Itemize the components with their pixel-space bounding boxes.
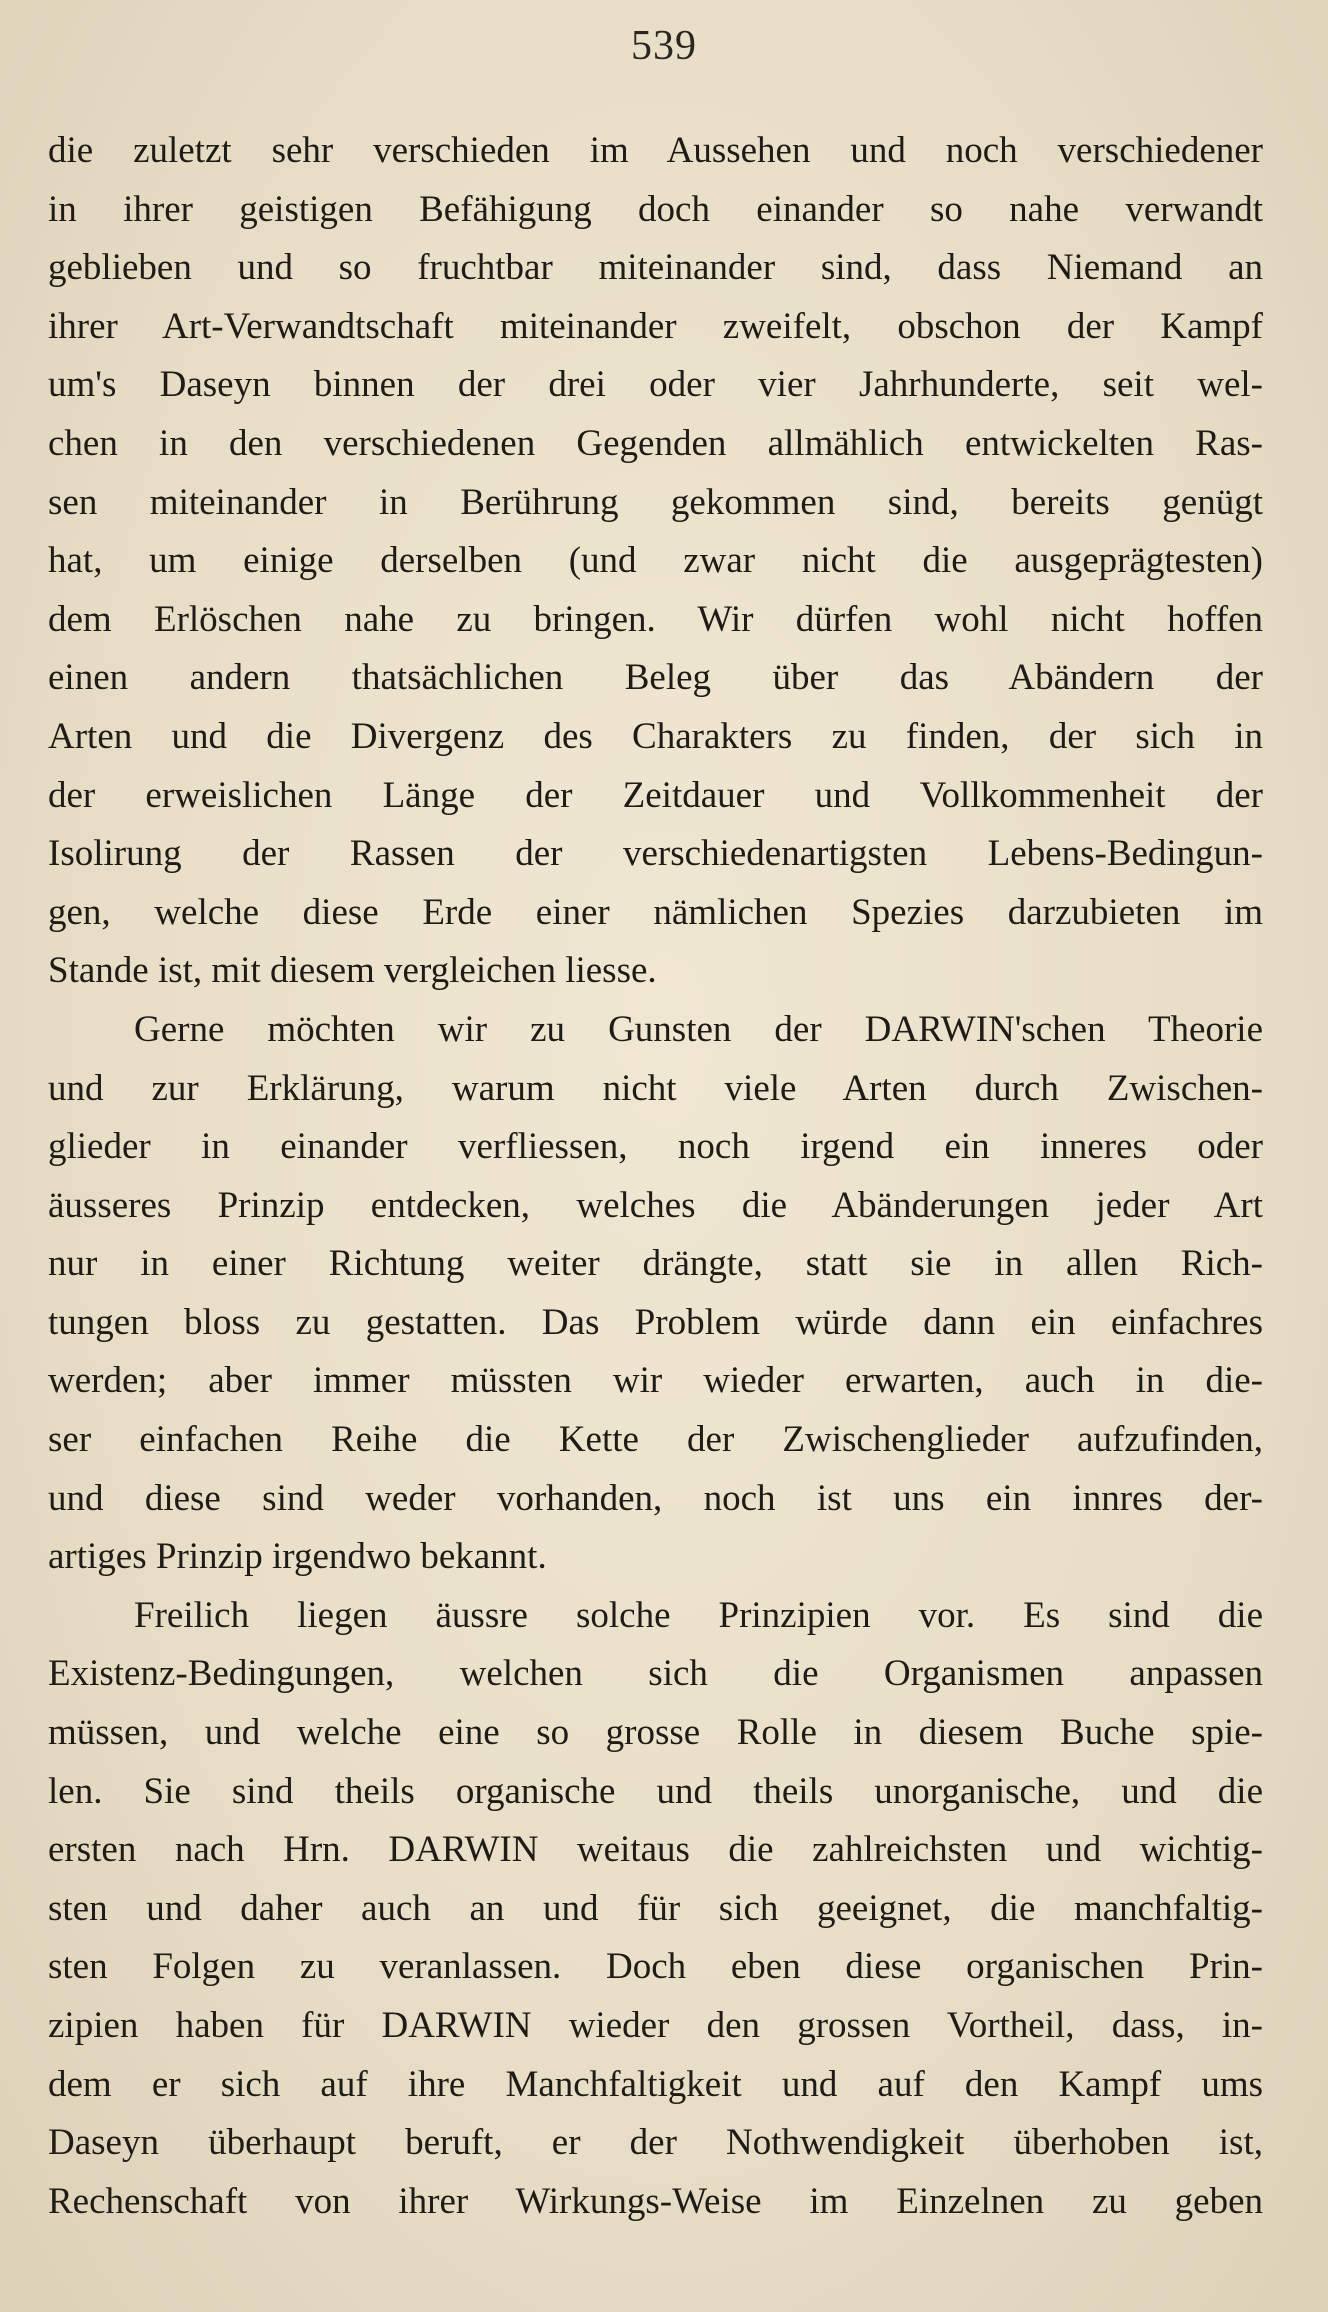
text-line: geblieben und so fruchtbar miteinander sind, dass Niemand an xyxy=(48,247,1263,289)
text-line: Rechenschaft von ihrer Wirkungs-Weise im Einzelnen zu geben xyxy=(48,2180,1263,2222)
text-line: Freilich liegen äussre solche Prinzipien vor. Es sind die xyxy=(134,1594,1263,1636)
text-line: zipien haben für DARWIN wieder den grossen Vortheil, dass, in- xyxy=(48,2005,1263,2046)
text-line: einen andern thatsächlichen Beleg über das Abändern der xyxy=(48,657,1263,699)
text-line: tungen bloss zu gestatten. Das Problem würde dann ein einfachres xyxy=(48,1301,1263,1343)
text-line: Isolirung der Rassen der verschiedenartigsten Lebens-Bedingun- xyxy=(48,833,1263,875)
text-line: äusseres Prinzip entdecken, welches die Abänderungen jeder Art xyxy=(48,1184,1263,1226)
text-line: ihrer Art-Verwandtschaft miteinander zweifelt, obschon der Kampf xyxy=(48,305,1263,347)
text-line: Existenz-Bedingungen, welchen sich die Organismen anpassen xyxy=(48,1653,1263,1695)
text-line: chen in den verschiedenen Gegenden allmählich entwickelten Ras- xyxy=(48,422,1263,464)
text-line: glieder in einander verfliessen, noch irgend ein inneres oder xyxy=(48,1126,1263,1168)
text-line: dem er sich auf ihre Manchfaltigkeit und auf den Kampf ums xyxy=(48,2063,1263,2105)
text-line: sten und daher auch an und für sich geeignet, die manchfaltig- xyxy=(48,1887,1263,1929)
text-line: nur in einer Richtung weiter drängte, statt sie in allen Rich- xyxy=(48,1243,1263,1285)
text-line: hat, um einige derselben (und zwar nicht die ausgeprägtesten) xyxy=(48,540,1263,582)
text-line: ersten nach Hrn. DARWIN weitaus die zahlreichsten und wichtig- xyxy=(48,1829,1263,1871)
text-line: Gerne möchten wir zu Gunsten der DARWIN'schen Theorie xyxy=(134,1008,1263,1050)
text-line: und diese sind weder vorhanden, noch ist uns ein innres der- xyxy=(48,1477,1263,1519)
text-line: Stande ist, mit diesem vergleichen liesse. xyxy=(48,950,657,992)
text-line: gen, welche diese Erde einer nämlichen Spezies darzubieten im xyxy=(48,891,1263,933)
body-text xyxy=(48,122,1263,2231)
text-line: um's Daseyn binnen der drei oder vier Jahrhunderte, seit wel- xyxy=(48,364,1263,406)
text-line: die zuletzt sehr verschieden im Aussehen und noch verschiedener xyxy=(48,130,1263,171)
text-line: len. Sie sind theils organische und theils unorganische, und die xyxy=(48,1770,1263,1812)
text-line: sten Folgen zu veranlassen. Doch eben diese organischen Prin- xyxy=(48,1946,1263,1988)
text-line: werden; aber immer müssten wir wieder erwarten, auch in die- xyxy=(48,1360,1263,1402)
text-line: der erweislichen Länge der Zeitdauer und Vollkommenheit der xyxy=(48,774,1263,816)
text-line: artiges Prinzip irgendwo bekannt. xyxy=(48,1536,547,1578)
text-line: müssen, und welche eine so grosse Rolle in diesem Buche spie- xyxy=(48,1712,1263,1754)
text-line: Daseyn überhaupt beruft, er der Nothwendigkeit überhoben ist, xyxy=(48,2122,1263,2164)
text-line: ser einfachen Reihe die Kette der Zwischenglieder aufzufinden, xyxy=(48,1419,1263,1461)
text-line: in ihrer geistigen Befähigung doch einander so nahe verwandt xyxy=(48,188,1263,230)
text-line: und zur Erklärung, warum nicht viele Arten durch Zwischen- xyxy=(48,1067,1263,1109)
text-line: dem Erlöschen nahe zu bringen. Wir dürfen wohl nicht hoffen xyxy=(48,598,1263,640)
page-number: 539 xyxy=(631,23,697,69)
text-line: sen miteinander in Berührung gekommen sind, bereits genügt xyxy=(48,481,1263,523)
text-line: Arten und die Divergenz des Charakters zu finden, der sich in xyxy=(48,715,1263,757)
